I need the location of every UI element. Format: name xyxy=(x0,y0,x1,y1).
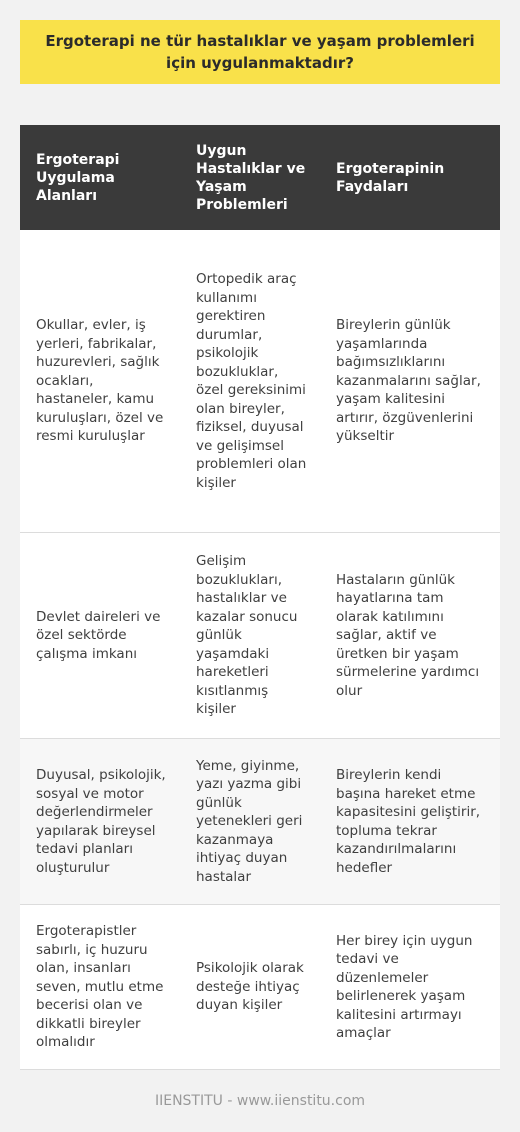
table-cell: Gelişim bozuklukları, hastalıklar ve kazalar sonucu günlük yaşamdaki hareketleri kısıtlanmış kişiler xyxy=(180,533,320,739)
title-banner xyxy=(20,20,500,84)
table-cell: Yeme, giyinme, yazı yazma gibi günlük yetenekleri geri kazanmaya ihtiyaç duyan hastalar xyxy=(180,739,320,905)
table-cell: Ergoterapistler sabırlı, iç huzuru olan, insanları seven, mutlu etme becerisi olan ve dikkatli bireyler olmalıdır xyxy=(20,905,180,1070)
header-application-areas: Ergoterapi Uygulama Alanları xyxy=(20,125,180,230)
header-suitable-conditions: Uygun Hastalıklar ve Yaşam Problemleri xyxy=(180,125,320,230)
info-table xyxy=(20,125,500,1070)
table-cell: Bireylerin kendi başına hareket etme kapasitesini geliştirir, topluma tekrar kazandırılmalarını hedefler xyxy=(320,739,500,905)
table-cell: Ortopedik araç kullanımı gerektiren durumlar, psikolojik bozukluklar, özel gereksinimi olan bireyler, fiziksel, duyusal ve gelişimsel problemleri olan kişiler xyxy=(180,230,320,533)
table-header-row xyxy=(20,125,500,230)
table-cell: Okullar, evler, iş yerleri, fabrikalar, huzurevleri, sağlık ocakları, hastaneler, kamu kuruluşları, özel ve resmi kuruluşlar xyxy=(20,230,180,533)
table-row xyxy=(20,533,500,739)
table-row xyxy=(20,905,500,1070)
table-cell: Her birey için uygun tedavi ve düzenlemeler belirlenerek yaşam kalitesini artırmayı amaçlar xyxy=(320,905,500,1070)
table-cell: Devlet daireleri ve özel sektörde çalışma imkanı xyxy=(20,533,180,739)
table-row xyxy=(20,739,500,905)
table-cell: Hastaların günlük hayatlarına tam olarak katılımını sağlar, aktif ve üretken bir yaşam sürmelerine yardımcı olur xyxy=(320,533,500,739)
table-cell: Bireylerin günlük yaşamlarında bağımsızlıklarını kazanmalarını sağlar, yaşam kalitesini artırır, özgüvenlerini yükseltir xyxy=(320,230,500,533)
footer-credit: IIENSTITU - www.iienstitu.com xyxy=(154,1093,366,1109)
table-row xyxy=(20,230,500,533)
page-title: Ergoterapi ne tür hastalıklar ve yaşam problemleri için uygulanmaktadır? xyxy=(45,32,475,72)
header-benefits: Ergoterapinin Faydaları xyxy=(320,125,500,230)
table-cell: Duyusal, psikolojik, sosyal ve motor değerlendirmeler yapılarak bireysel tedavi planları oluşturulur xyxy=(20,739,180,905)
table-cell: Psikolojik olarak desteğe ihtiyaç duyan kişiler xyxy=(180,905,320,1070)
